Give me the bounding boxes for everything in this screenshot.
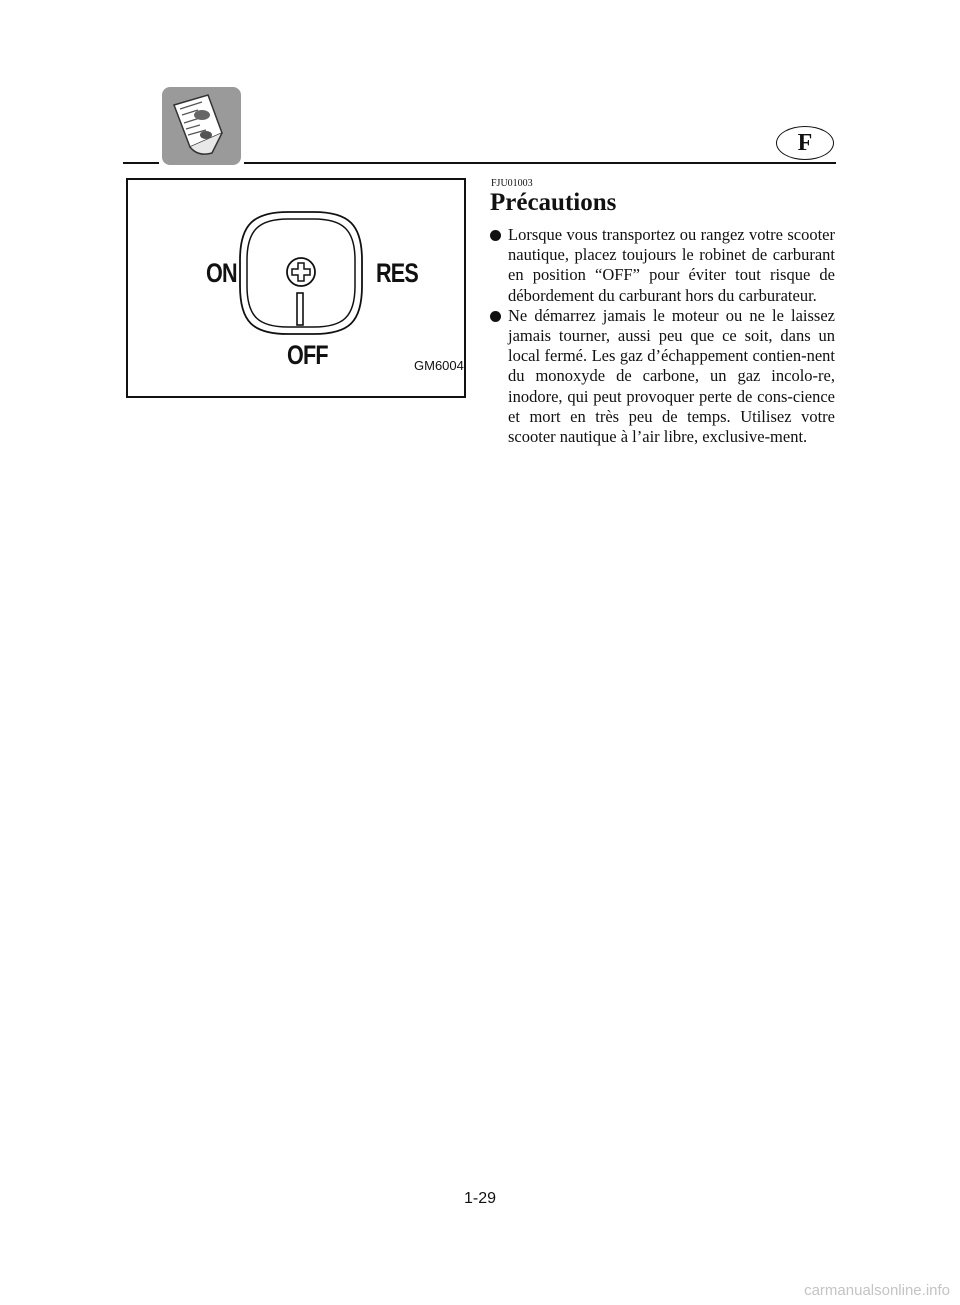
label-res: RES: [376, 258, 419, 288]
list-item: [490, 306, 835, 447]
language-badge: F: [776, 126, 834, 160]
page-number: 1-29: [463, 1190, 497, 1207]
manual-book-icon: [162, 87, 241, 165]
header-rule-right: [244, 162, 836, 164]
precautions-list: [490, 225, 835, 447]
label-on: ON: [206, 258, 237, 288]
label-off: OFF: [287, 340, 328, 370]
bullet-icon: [490, 230, 501, 241]
header-rule-left: [123, 162, 159, 164]
bullet-text: Ne démarrez jamais le moteur ou ne le laissez jamais tourner, aussi peu que ce soit, dans un local fermé. Les gaz d’échappement contien-nent du monoxyde de carbone, un gaz incolo-re, inodore, qui peut provoquer perte de cons-cience et mort en très peu de temps. Utilisez votre scooter nautique à l’air libre, exclusive-ment.: [508, 305, 835, 447]
watermark: carmanualsonline.info: [804, 1282, 950, 1299]
fuel-cock-figure: [126, 178, 466, 398]
figure-code: GM6004: [414, 358, 464, 373]
bullet-text: Lorsque vous transportez ou rangez votre scooter nautique, placez toujours le robinet de carburant en position “OFF” pour éviter tout risque de débordement du carburant hors du carburateur.: [508, 225, 835, 305]
bullet-icon: [490, 311, 501, 322]
list-item: [490, 225, 835, 306]
section-code: FJU01003: [491, 178, 533, 189]
section-title: Précautions: [490, 189, 617, 216]
